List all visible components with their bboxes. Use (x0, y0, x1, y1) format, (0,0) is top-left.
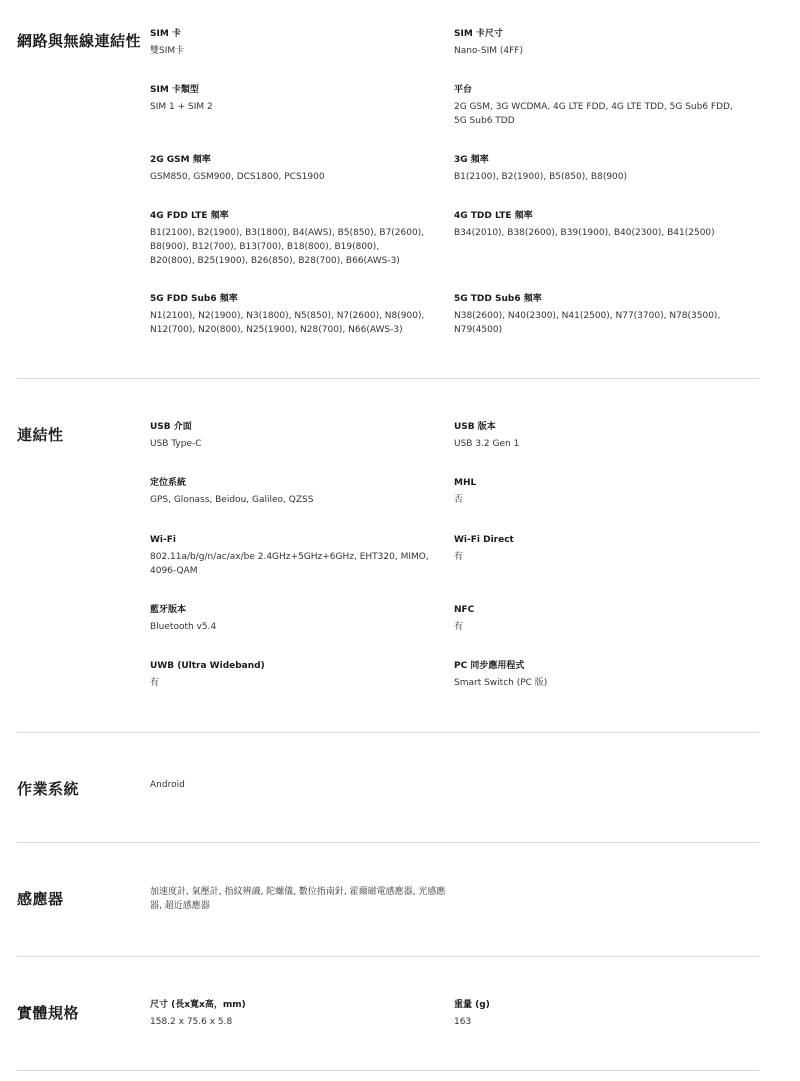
spec-label: 4G TDD LTE 頻率 (454, 211, 533, 221)
spec-wifi-direct (454, 534, 744, 564)
section-divider (17, 842, 759, 843)
spec-value: B1(2100), B2(1900), B3(1800), B4(AWS), B5(850), B7(2600), B8(900), B12(700), B13(700), B18(800), B19(800), B20(800), B25(1900), B26(850), B28(700), B66(AWS-3) (150, 228, 425, 266)
spec-label: 尺寸 (長x寬x高，mm) (150, 1000, 246, 1010)
spec-value: B34(2010), B38(2600), B39(1900), B40(2300), B41(2500) (454, 228, 715, 238)
spec-5g-tdd-sub6 (454, 293, 724, 337)
spec-value: Nano-SIM (4FF) (454, 46, 523, 56)
spec-sim-card (150, 28, 425, 58)
spec-bluetooth (150, 604, 425, 634)
spec-value: N1(2100), N2(1900), N3(1800), N5(850), N7(2600), N8(900), N12(700), N20(800), N25(1900), N28(700), N66(AWS-3) (150, 311, 425, 335)
section-divider (17, 956, 759, 957)
spec-value: 加速度計, 氣壓計, 指紋辨識, 陀螺儀, 數位指南針, 霍爾磁電感應器, 光感應器, 超近感應器 (150, 887, 446, 911)
spec-value: GSM850, GSM900, DCS1800, PCS1900 (150, 172, 325, 182)
spec-weight (454, 999, 744, 1029)
spec-label: MHL (454, 478, 477, 488)
spec-value: Android (150, 780, 185, 790)
spec-value: GPS, Glonass, Beidou, Galileo, QZSS (150, 495, 314, 505)
spec-value: 2G GSM, 3G WCDMA, 4G LTE FDD, 4G LTE TDD, 5G Sub6 FDD, 5G Sub6 TDD (454, 102, 733, 126)
spec-value: 有 (454, 622, 464, 632)
spec-usb-version (454, 421, 744, 451)
section-title-sensors: 感應器 (17, 890, 64, 908)
section-title-os: 作業系統 (17, 780, 80, 798)
spec-platform (454, 84, 739, 128)
spec-value: Smart Switch (PC 版) (454, 678, 548, 688)
spec-label: USB 版本 (454, 422, 496, 432)
spec-dimensions (150, 999, 425, 1029)
spec-value: USB 3.2 Gen 1 (454, 439, 520, 449)
spec-os (150, 778, 425, 792)
spec-label: 3G 頻率 (454, 155, 489, 165)
section-divider (17, 378, 759, 379)
spec-label: PC 同步應用程式 (454, 661, 525, 671)
spec-label: Wi-Fi (150, 535, 176, 545)
spec-sensors (150, 885, 450, 913)
spec-sim-type (150, 84, 425, 114)
spec-value: 158.2 x 75.6 x 5.8 (150, 1017, 233, 1027)
spec-4g-tdd-lte (454, 210, 744, 240)
spec-usb-interface (150, 421, 425, 451)
spec-mhl (454, 477, 744, 507)
spec-value: B1(2100), B2(1900), B5(850), B8(900) (454, 172, 628, 182)
spec-value: 有 (454, 552, 464, 562)
spec-label: 定位系統 (150, 478, 187, 488)
spec-value: USB Type-C (150, 439, 202, 449)
spec-nfc (454, 604, 744, 634)
spec-label: USB 介面 (150, 422, 192, 432)
spec-label: 5G FDD Sub6 頻率 (150, 294, 238, 304)
spec-location (150, 477, 425, 507)
spec-pc-sync (454, 660, 744, 690)
spec-value: 否 (454, 495, 464, 505)
spec-label: UWB (Ultra Wideband) (150, 661, 265, 671)
spec-label: SIM 卡尺寸 (454, 29, 503, 39)
spec-value: 802.11a/b/g/n/ac/ax/be 2.4GHz+5GHz+6GHz, EHT320, MIMO, 4096-QAM (150, 552, 429, 576)
section-title-physical: 實體規格 (17, 1004, 80, 1022)
spec-value: 有 (150, 678, 160, 688)
spec-label: 重量 (g) (454, 1000, 490, 1010)
spec-value: 163 (454, 1017, 472, 1027)
spec-label: 5G TDD Sub6 頻率 (454, 294, 542, 304)
spec-label: SIM 卡類型 (150, 85, 199, 95)
spec-label: 平台 (454, 85, 473, 95)
spec-value: SIM 1 + SIM 2 (150, 102, 213, 112)
spec-label: 藍牙版本 (150, 605, 187, 615)
spec-3g (454, 154, 744, 184)
spec-value: 雙SIM卡 (150, 46, 185, 56)
spec-5g-fdd-sub6 (150, 293, 425, 337)
section-title-network: 網路與無線連結性 (17, 32, 142, 50)
section-title-connectivity: 連結性 (17, 426, 64, 444)
spec-label: SIM 卡 (150, 29, 181, 39)
spec-label: NFC (454, 605, 475, 615)
spec-label: 4G FDD LTE 頻率 (150, 211, 229, 221)
spec-value: N38(2600), N40(2300), N41(2500), N77(3700), N78(3500), N79(4500) (454, 311, 721, 335)
spec-label: 2G GSM 頻率 (150, 155, 211, 165)
spec-value: Bluetooth v5.4 (150, 622, 217, 632)
spec-wifi (150, 534, 435, 578)
section-divider (17, 732, 759, 733)
spec-sim-size (454, 28, 744, 58)
spec-uwb (150, 660, 425, 690)
spec-4g-fdd-lte (150, 210, 425, 268)
section-divider (17, 1070, 759, 1071)
spec-2g-gsm (150, 154, 425, 184)
spec-label: Wi-Fi Direct (454, 535, 514, 545)
